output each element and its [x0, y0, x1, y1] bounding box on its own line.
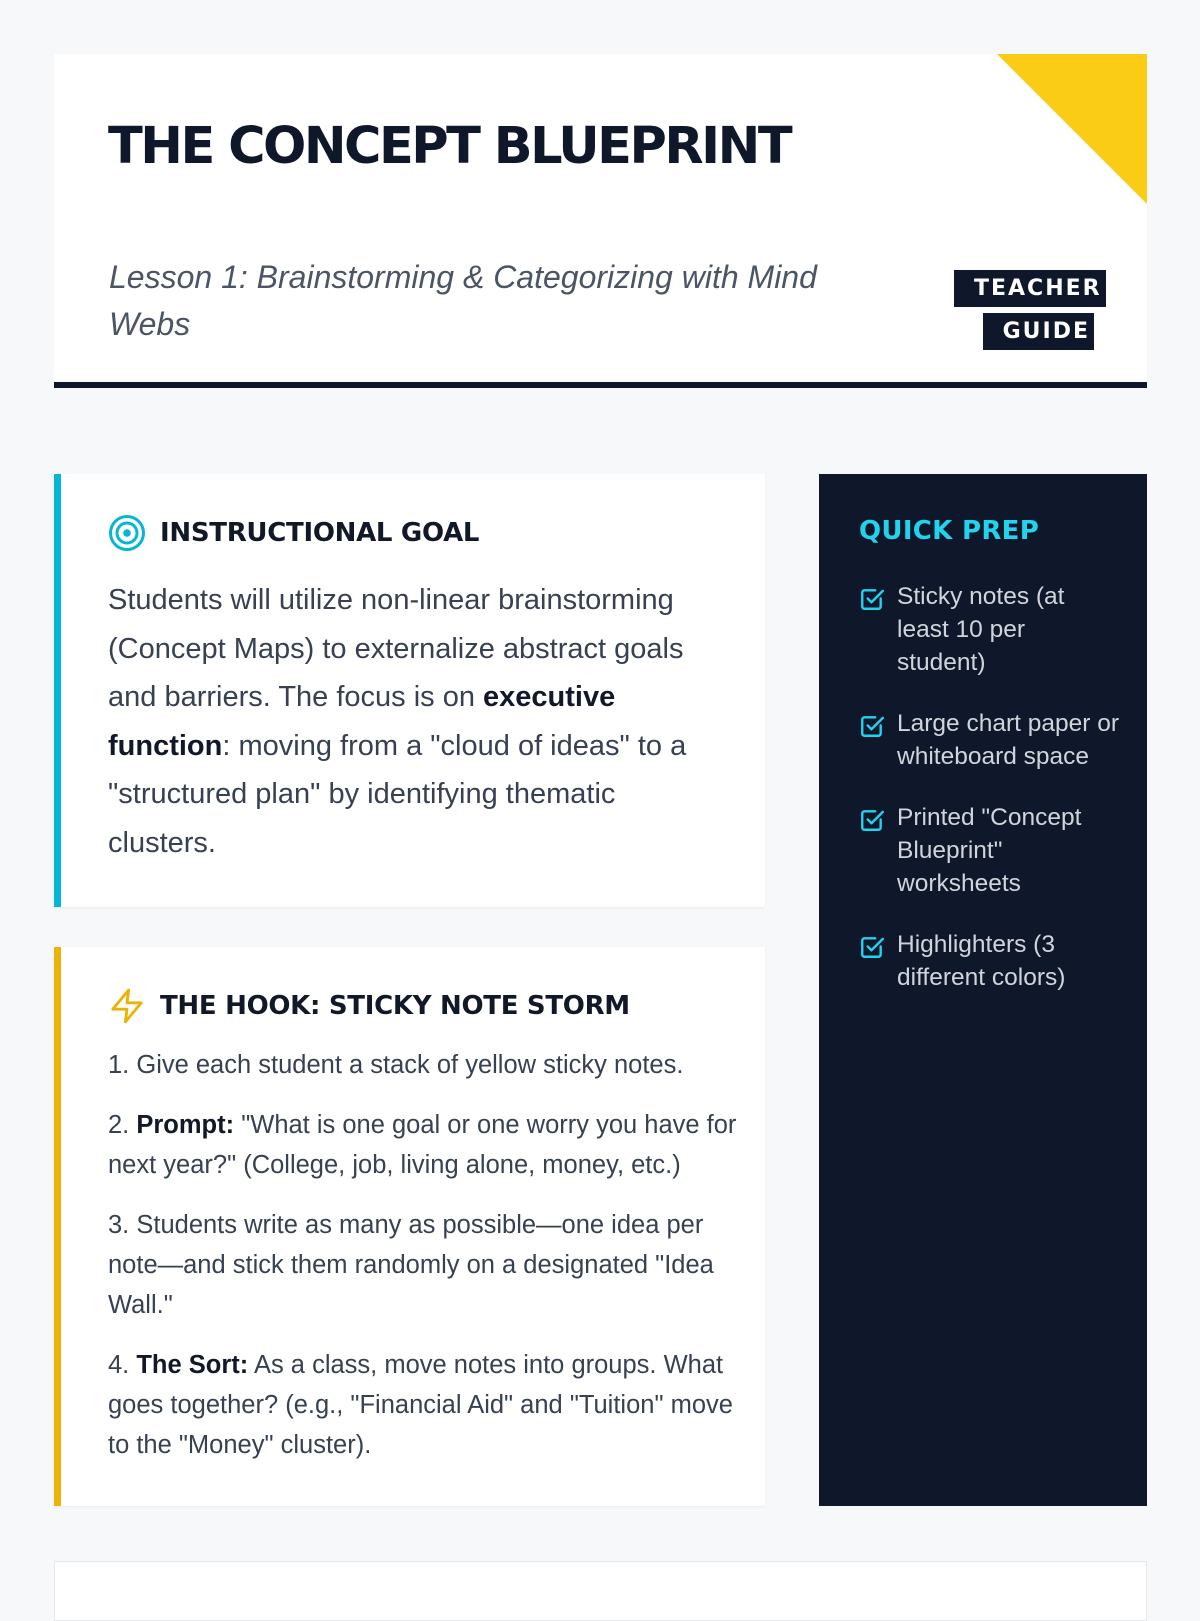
prep-item [859, 580, 1119, 679]
step-number: 1. [108, 1051, 137, 1079]
prep-list [859, 580, 1119, 1022]
lesson-subtitle: Lesson 1: Brainstorming & Categorizing with Mind Webs [109, 259, 817, 342]
checkbox-icon [859, 713, 885, 739]
badge-label: TEACHER GUIDE [954, 270, 1106, 350]
prep-item-label: Sticky notes (at least 10 per student) [897, 583, 1065, 676]
step-text: As a class, move notes into groups. What goes together? (e.g., "Financial Aid" and "Tuition" move to the "Money" cluster). [108, 1351, 733, 1459]
hook-header [108, 987, 630, 1025]
prep-item-label: Printed "Concept Blueprint" worksheets [897, 804, 1082, 897]
goal-description [108, 576, 728, 867]
header [54, 54, 1147, 388]
target-icon [108, 514, 146, 552]
step-text: Students write as many as possible—one idea per note—and stick them randomly on a designated "Idea Wall." [108, 1211, 714, 1319]
prep-item-label: Large chart paper or whiteboard space [897, 710, 1119, 770]
prep-item [859, 928, 1119, 994]
page-title: THE CONCEPT BLUEPRINT [108, 117, 791, 176]
goal-emphasis: executive function [108, 681, 616, 762]
teacher-guide-badge [954, 268, 1102, 354]
checkbox-icon [859, 586, 885, 612]
hook-card [54, 947, 765, 1506]
step-text: "What is one goal or one worry you have for next year?" (College, job, living alone, money, etc.) [108, 1111, 737, 1179]
step-label: The Sort: [136, 1351, 249, 1379]
step-text: Give each student a stack of yellow sticky notes. [136, 1051, 684, 1079]
hook-steps [108, 1045, 738, 1485]
corner-accent [997, 54, 1147, 204]
step-number: 2. [108, 1111, 137, 1139]
step-number: 4. [108, 1351, 137, 1379]
hook-step [108, 1045, 738, 1085]
quick-prep-title: QUICK PREP [859, 516, 1040, 546]
checkbox-icon [859, 807, 885, 833]
hook-title: THE HOOK: STICKY NOTE STORM [160, 991, 630, 1021]
goal-title: INSTRUCTIONAL GOAL [160, 518, 480, 548]
checkbox-icon [859, 934, 885, 960]
hook-step [108, 1105, 738, 1185]
step-number: 3. [108, 1211, 137, 1239]
goal-text-part: : moving from a "cloud of ideas" to a "structured plan" by identifying thematic clusters. [108, 729, 687, 859]
quick-prep-panel [819, 474, 1147, 1506]
goal-text-part: Students will utilize non-linear brainstorming (Concept Maps) to externalize abstract goals and barriers. The focus is on [108, 584, 684, 713]
prep-item-label: Highlighters (3 different colors) [897, 931, 1066, 991]
prep-item [859, 801, 1119, 900]
goal-header [108, 514, 479, 552]
hook-step [108, 1345, 738, 1465]
prep-item [859, 707, 1119, 773]
next-section-card [54, 1561, 1147, 1621]
instructional-goal-card [54, 474, 765, 907]
hook-step [108, 1205, 738, 1325]
step-label: Prompt: [136, 1111, 235, 1139]
lightning-icon [108, 987, 146, 1025]
